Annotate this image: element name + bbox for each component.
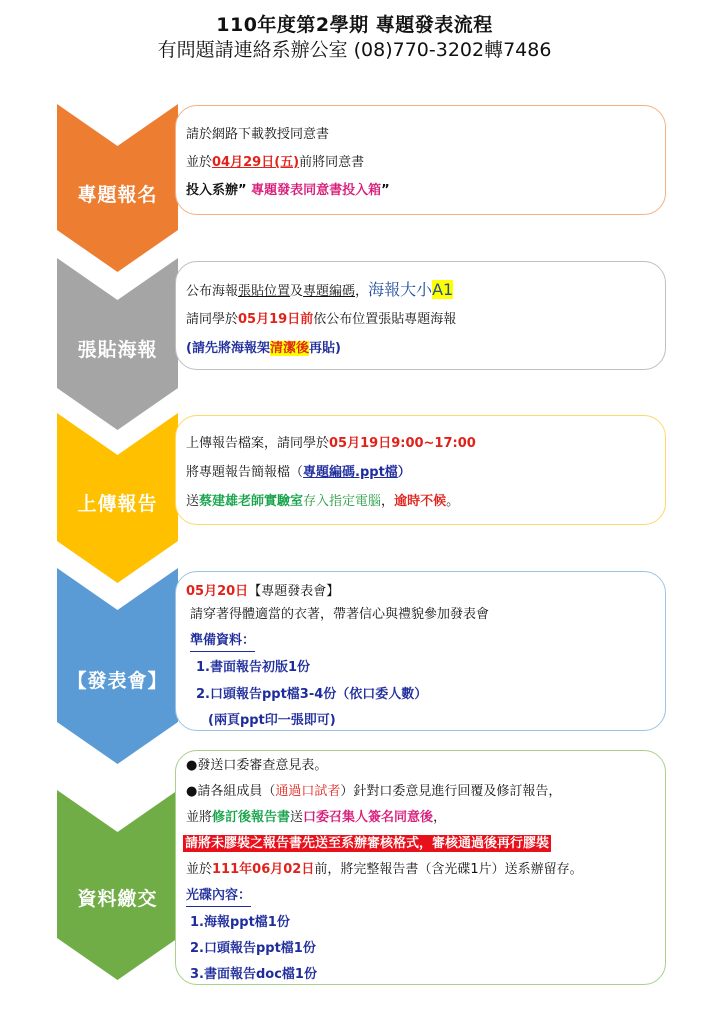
text-line: 05月20日【專題發表會】 — [186, 584, 340, 599]
step-box-upload — [175, 415, 666, 525]
text-line: 請同學於05月19日前依公布位置張貼專題海報 — [186, 312, 457, 327]
text-line: ●發送口委審查意見表。 — [186, 758, 328, 773]
text-line: 送蔡建雄老師實驗室存入指定電腦，逾時不候。 — [186, 494, 460, 509]
step-arrow-registration — [57, 104, 178, 272]
text-line: 準備資料： — [190, 629, 255, 648]
step-arrow-upload — [57, 413, 178, 583]
text-line: 上傳報告檔案，請同學於05月19日9:00~17:00 — [186, 436, 476, 451]
text-line: 公布海報張貼位置及專題編碼，海報大小A1 — [186, 280, 454, 299]
text-line: 請於網路下載教授同意書 — [186, 127, 330, 142]
warning-line: 請將未膠裝之報告書先送至系辦審核格式，審核通過後再行膠裝 — [185, 836, 550, 851]
page-title: 110年度第2學期 專題發表流程 — [216, 14, 493, 36]
step-arrow-submission — [57, 790, 178, 980]
text-line: 將專題報告簡報檔（專題編碼.ppt檔） — [186, 465, 411, 480]
step-label: 【發表會】 — [67, 670, 168, 692]
text-line: 2.口頭報告ppt檔3-4份（依口委人數） — [196, 687, 428, 702]
text-line: 請穿著得體適當的衣著，帶著信心與禮貌參加發表會 — [190, 607, 490, 622]
step-label: 專題報名 — [77, 184, 158, 206]
text-line: 並將修訂後報告書送口委召集人簽名同意後， — [186, 810, 447, 825]
contact-line: 有問題請連絡系辦公室 (08)770-3202轉7486 — [157, 39, 552, 61]
step-arrow-poster — [57, 258, 178, 430]
text-line: 並於111年06月02日前，將完整報告書（含光碟1片）送系辦留存。 — [186, 862, 583, 877]
step-label: 資料繳交 — [77, 888, 158, 910]
step-box-presentation — [175, 571, 666, 731]
text-line: 投入系辦” 專題發表同意書投入箱” — [186, 183, 390, 198]
text-line: 1.書面報告初版1份 — [196, 660, 311, 675]
step-label: 張貼海報 — [77, 339, 158, 361]
step-label: 上傳報告 — [77, 493, 158, 515]
text-line: (請先將海報架清潔後再貼) — [186, 341, 341, 356]
text-line: 並於04月29日(五)前將同意書 — [186, 155, 365, 170]
step-box-poster — [175, 261, 666, 370]
text-line: 1.海報ppt檔1份 — [190, 915, 290, 930]
text-line: (兩頁ppt印一張即可) — [208, 713, 336, 728]
text-line: 3.書面報告doc檔1份 — [190, 967, 317, 982]
text-line: ●請各組成員（通過口試者）針對口委意見進行回覆及修訂報告， — [186, 784, 562, 799]
step-box-submission — [175, 750, 666, 985]
text-line: 2.口頭報告ppt檔1份 — [190, 941, 316, 956]
text-line: 光碟內容： — [186, 884, 251, 903]
step-arrow-presentation — [57, 568, 178, 764]
step-box-registration — [175, 105, 666, 215]
